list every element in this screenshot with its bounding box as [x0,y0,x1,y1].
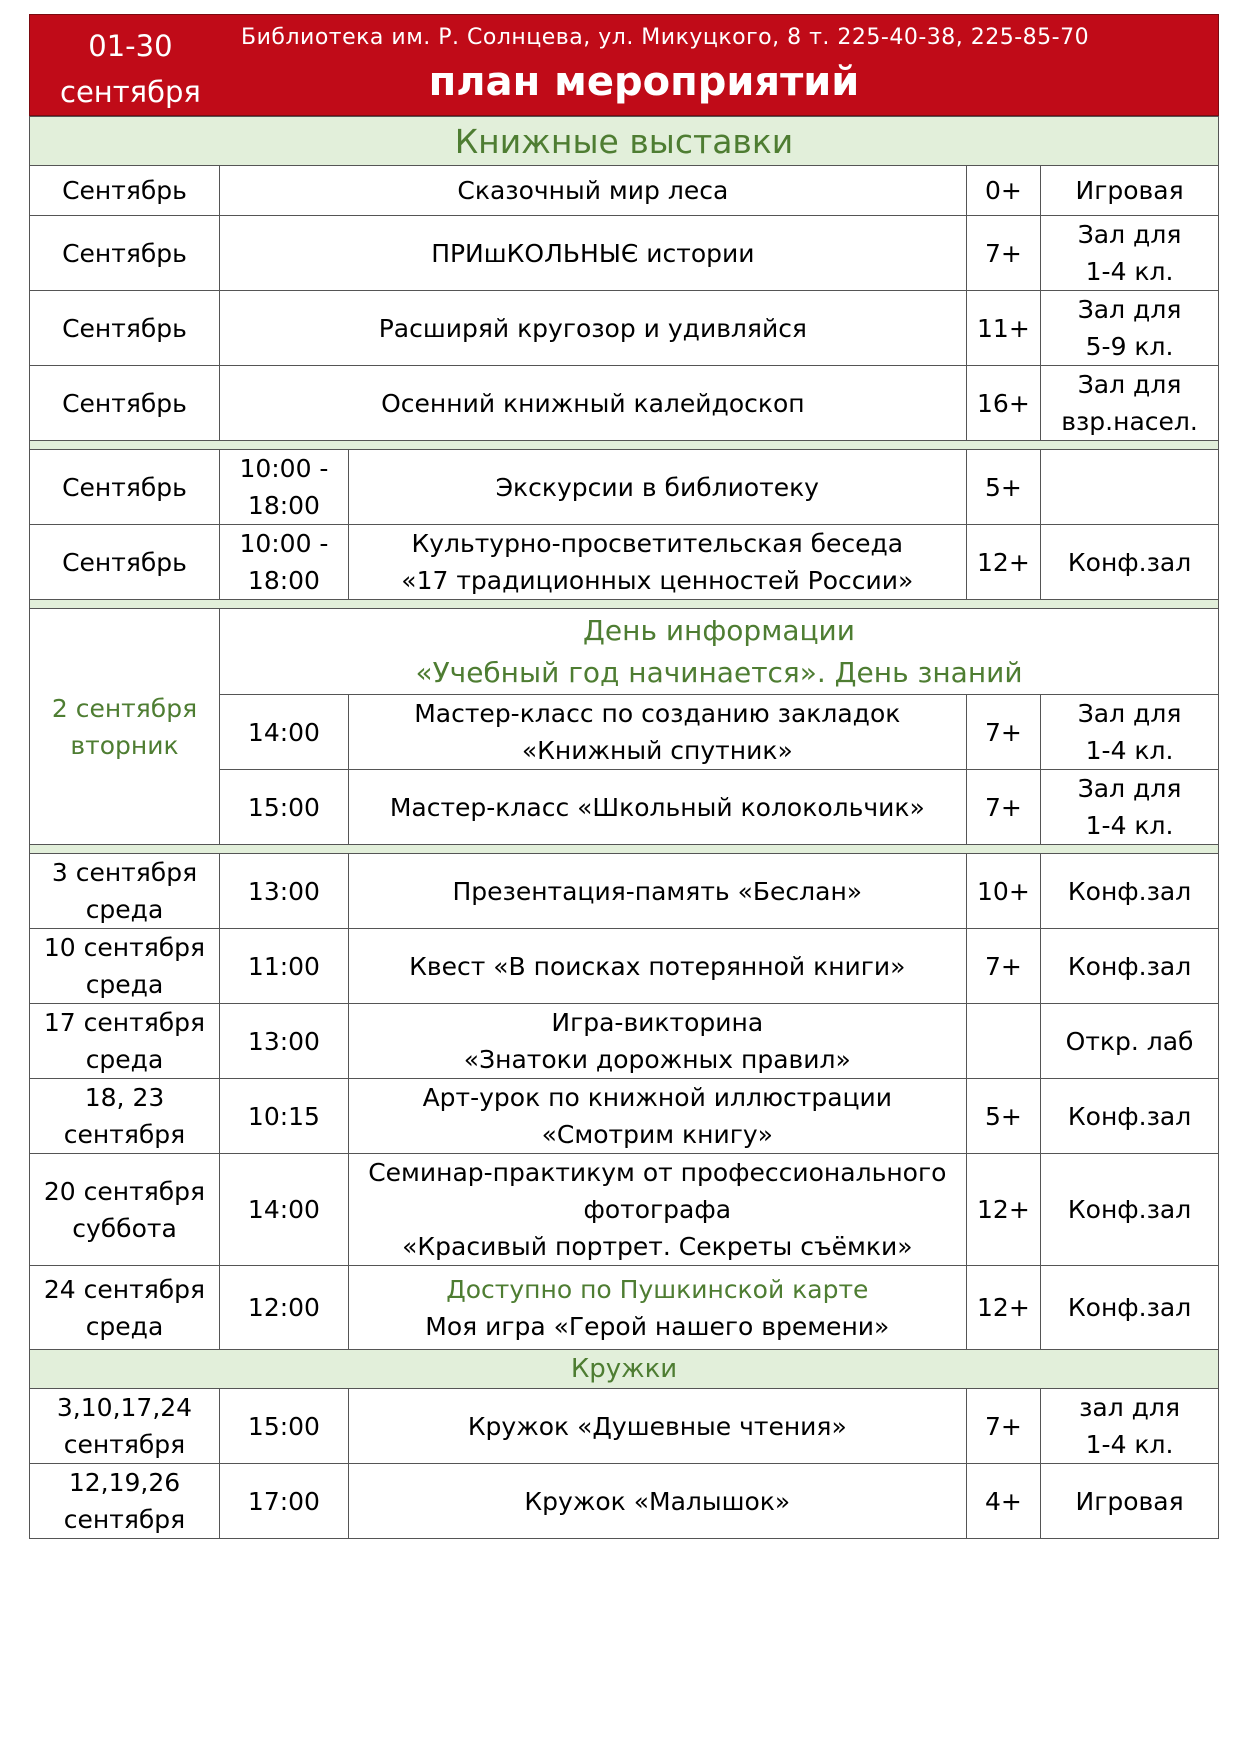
event-date: Сентябрь [30,291,220,366]
section-divider [30,600,1219,609]
age-rating: 7+ [966,929,1040,1004]
table-row [30,1389,1219,1464]
age-rating: 7+ [966,216,1040,291]
event-title: ПРИшКОЛЬНЫЄ истории [220,216,967,291]
age-rating: 16+ [966,366,1040,441]
library-address: Библиотека им. Р. Солнцева, ул. Микуцкого, 8 т. 225-40-38, 225-85-70 [241,25,1090,50]
table-row [30,1079,1219,1154]
event-time: 11:00 [220,929,349,1004]
event-title: Экскурсии в библиотеку [348,450,966,525]
schedule-page [29,14,1219,1539]
event-title: Культурно-просветительская беседа «17 традиционных ценностей России» [348,525,966,600]
age-rating: 4+ [966,1464,1040,1539]
schedule-table [29,116,1219,1539]
age-rating: 12+ [966,1266,1040,1350]
event-date: 10 сентября среда [30,929,220,1004]
event-date: Сентябрь [30,216,220,291]
event-place: Зал для взр.насел. [1041,366,1219,441]
table-row [30,166,1219,216]
event-title: Арт-урок по книжной иллюстрации «Смотрим книгу» [348,1079,966,1154]
section-clubs: Кружки [30,1350,1219,1389]
event-time: 15:00 [220,770,349,845]
event-title: Игра-викторина «Знатоки дорожных правил» [348,1004,966,1079]
table-row [30,525,1219,600]
age-rating: 7+ [966,1389,1040,1464]
header-dates-range: 01-30 [88,29,173,63]
event-place: Откр. лаб [1041,1004,1219,1079]
event-title: Презентация-память «Беслан» [348,854,966,929]
event-date: 20 сентября суббота [30,1154,220,1266]
table-row [30,216,1219,291]
age-rating: 5+ [966,1079,1040,1154]
event-time: 10:15 [220,1079,349,1154]
age-rating: 5+ [966,450,1040,525]
table-row [30,291,1219,366]
event-title: Кружок «Малышок» [348,1464,966,1539]
section-divider [30,845,1219,854]
event-place: Игровая [1041,166,1219,216]
event-place: Конф.зал [1041,854,1219,929]
event-place: Конф.зал [1041,1266,1219,1350]
event-time: 10:00 - 18:00 [220,450,349,525]
event-title: Квест «В поисках потерянной книги» [348,929,966,1004]
event-date: Сентябрь [30,450,220,525]
event-place: Зал для 1-4 кл. [1041,770,1219,845]
event-place: Зал для 1-4 кл. [1041,695,1219,770]
event-title: Семинар-практикум от профессионального фотографа «Красивый портрет. Секреты съёмки» [348,1154,966,1266]
section-divider [30,441,1219,450]
event-title: Сказочный мир леса [220,166,967,216]
event-time: 13:00 [220,1004,349,1079]
event-place: Зал для 5-9 кл. [1041,291,1219,366]
age-rating: 7+ [966,695,1040,770]
table-row [30,854,1219,929]
event-place: Конф.зал [1041,1079,1219,1154]
age-rating: 12+ [966,525,1040,600]
event-date: 17 сентября среда [30,1004,220,1079]
event-title: Мастер-класс по созданию закладок «Книжный спутник» [348,695,966,770]
info-day-date: 2 сентября вторник [30,609,220,845]
event-place: зал для 1-4 кл. [1041,1389,1219,1464]
event-place: Конф.зал [1041,929,1219,1004]
header-dates-month: сентября [60,75,201,109]
event-title: Расширяй кругозор и удивляйся [220,291,967,366]
info-day-heading: День информации «Учебный год начинается». День знаний [220,609,1219,695]
table-row [30,1266,1219,1350]
event-date: 3,10,17,24 сентября [30,1389,220,1464]
event-time: 14:00 [220,695,349,770]
section-book-exhibitions: Книжные выставки [30,117,1219,166]
event-date: 18, 23 сентября [30,1079,220,1154]
event-place [1041,450,1219,525]
event-time: 15:00 [220,1389,349,1464]
event-time: 17:00 [220,1464,349,1539]
age-rating: 12+ [966,1154,1040,1266]
pushkin-card-note: Доступно по Пушкинской карте [446,1274,869,1304]
page-title: план мероприятий [428,59,860,105]
age-rating: 7+ [966,770,1040,845]
info-day-heading-row [30,609,1219,695]
event-place: Зал для 1-4 кл. [1041,216,1219,291]
event-title: Кружок «Душевные чтения» [348,1389,966,1464]
table-row [30,450,1219,525]
event-date: 12,19,26 сентября [30,1464,220,1539]
age-rating: 0+ [966,166,1040,216]
event-title: Осенний книжный калейдоскоп [220,366,967,441]
header-banner [29,14,1219,116]
event-date: Сентябрь [30,166,220,216]
table-row [30,1154,1219,1266]
event-place: Конф.зал [1041,525,1219,600]
event-date: 24 сентября среда [30,1266,220,1350]
table-row [30,1004,1219,1079]
table-row [30,929,1219,1004]
event-date: Сентябрь [30,366,220,441]
event-date: 3 сентября среда [30,854,220,929]
event-place: Конф.зал [1041,1154,1219,1266]
age-rating: 10+ [966,854,1040,929]
event-place: Игровая [1041,1464,1219,1539]
event-time: 14:00 [220,1154,349,1266]
event-title: Доступно по Пушкинской карте Моя игра «Герой нашего времени» [348,1266,966,1350]
event-time: 12:00 [220,1266,349,1350]
age-rating [966,1004,1040,1079]
event-title: Мастер-класс «Школьный колокольчик» [348,770,966,845]
event-time: 13:00 [220,854,349,929]
event-date: Сентябрь [30,525,220,600]
event-time: 10:00 - 18:00 [220,525,349,600]
table-row [30,366,1219,441]
age-rating: 11+ [966,291,1040,366]
table-row [30,1464,1219,1539]
